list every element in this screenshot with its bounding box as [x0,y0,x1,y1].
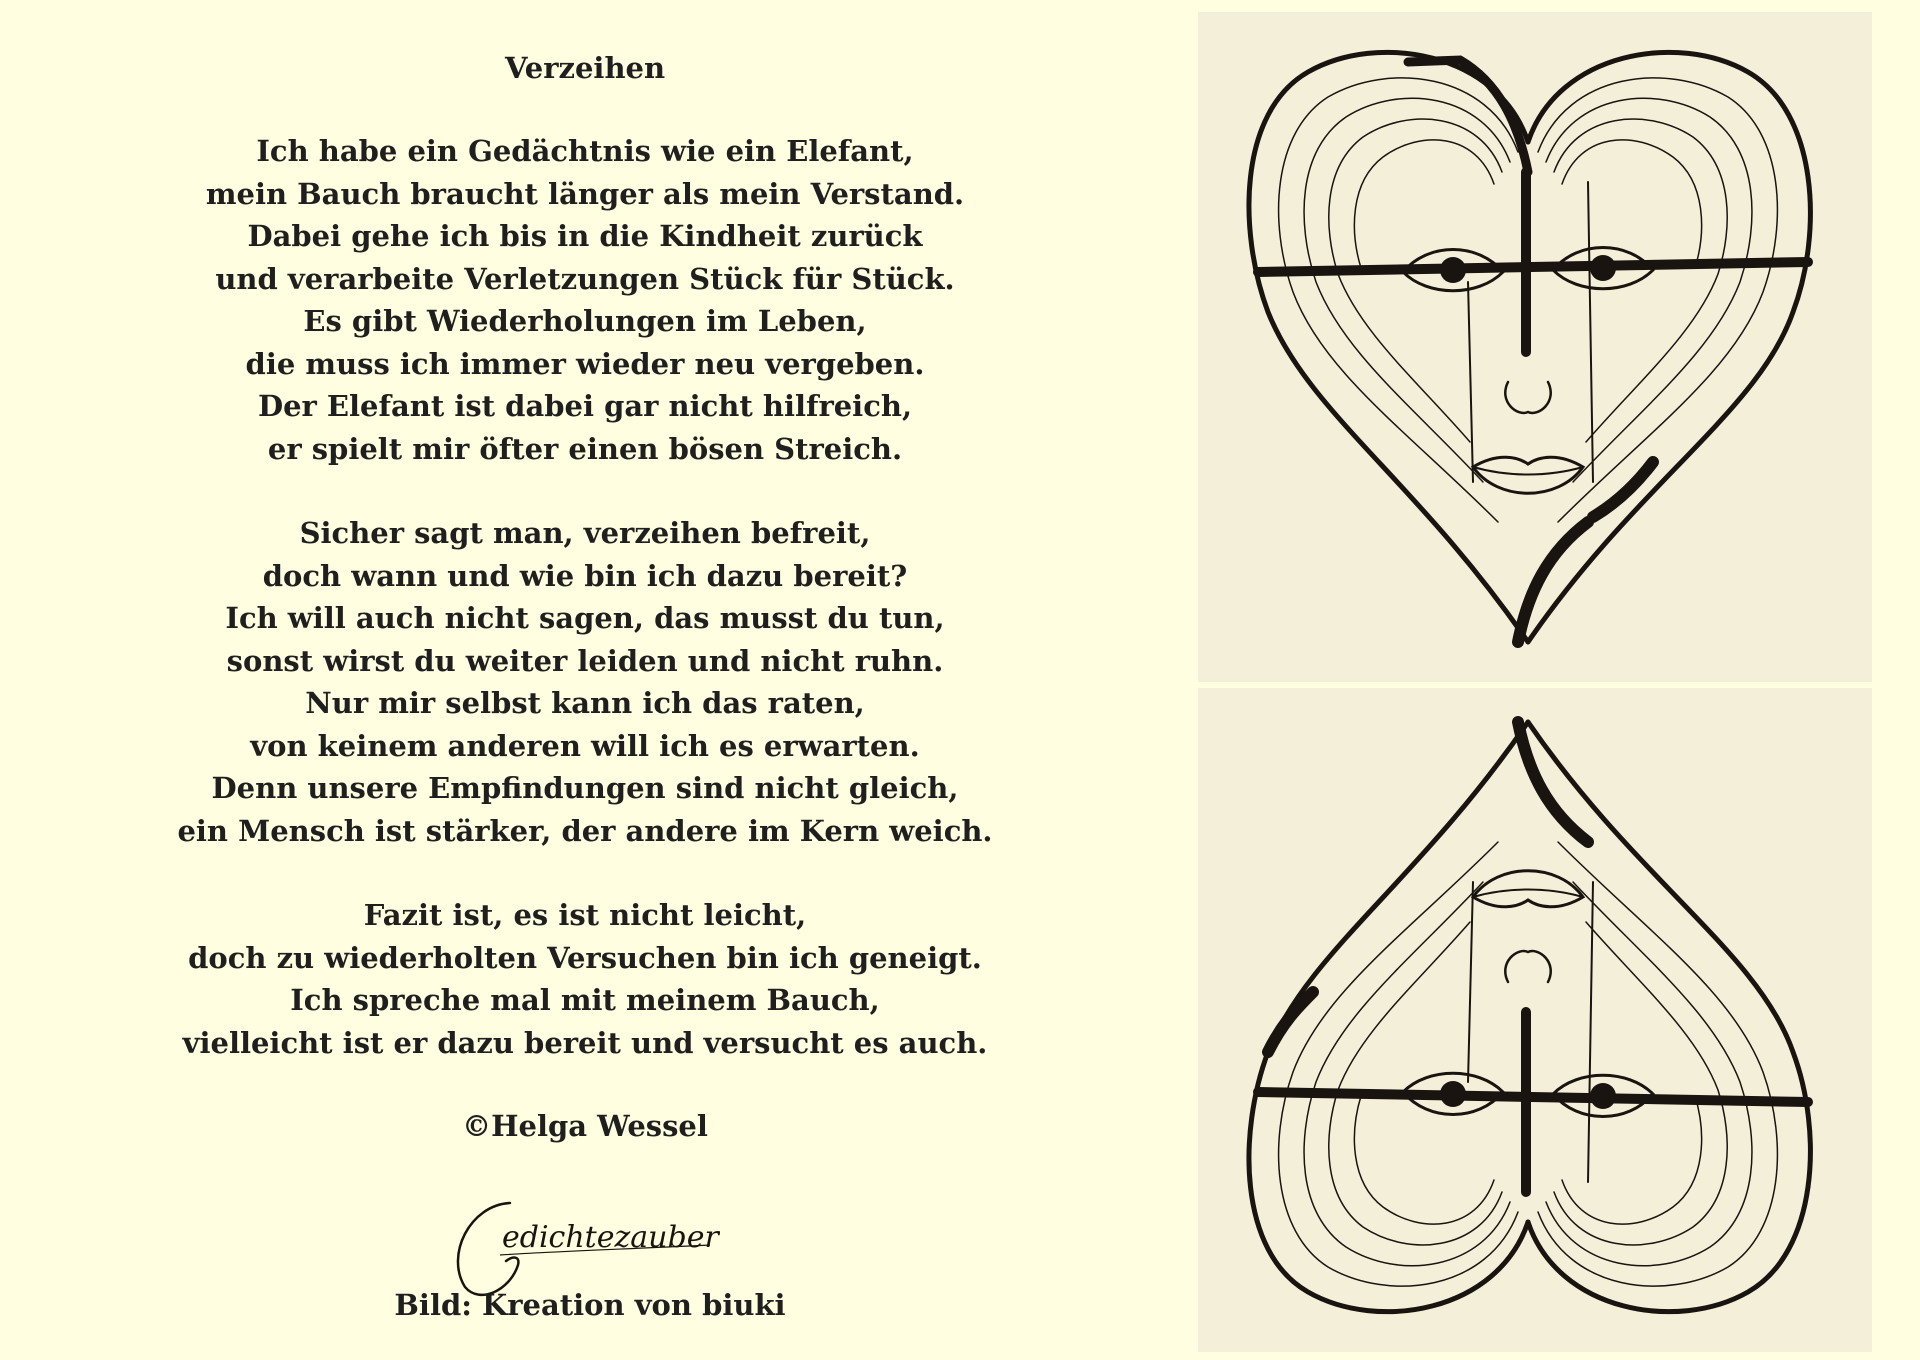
poem-line: Nur mir selbst kann ich das raten, [305,686,865,720]
poem-line: Ich spreche mal mit meinem Bauch, [290,983,880,1017]
poem-title: Verzeihen [504,51,666,85]
heart-face-drawing-mirrored [1198,688,1872,1352]
artwork-panel-top [1198,12,1872,682]
poem-author: ©Helga Wessel [462,1109,708,1143]
poem-line: von keinem anderen will ich es erwarten. [250,728,920,763]
artwork [1198,12,1872,1352]
poem-line: und verarbeite Verletzungen Stück für Stück. [215,261,955,296]
stanza-1 [150,130,1020,470]
poem-line: Ich habe ein Gedächtnis wie ein Elefant, [256,134,914,168]
image-credit: Bild: Kreation von biuki [394,1288,786,1322]
poem-line: ein Mensch ist stärker, der andere im Kern weich. [177,813,993,848]
poem-line: doch zu wiederholten Versuchen bin ich geneigt. [188,940,982,975]
poem-line: Ich will auch nicht sagen, das musst du tun, [225,601,945,635]
poem-line: Es gibt Wiederholungen im Leben, [303,304,867,338]
svg-text:edichtezauber: edichtezauber [502,1220,719,1255]
stanza-2 [150,512,1020,852]
heart-face-drawing [1198,12,1872,682]
poem-line: er spielt mir öfter einen bösen Streich. [267,431,903,466]
poem-line: vielleicht ist er dazu bereit und versucht es auch. [182,1025,988,1060]
poem-line: mein Bauch braucht länger als mein Verstand. [205,176,965,211]
poem [150,48,1020,1146]
poem-line: Der Elefant ist dabei gar nicht hilfreich, [257,389,913,423]
poem-line: Dabei gehe ich bis in die Kindheit zurück [247,219,923,253]
poem-line: doch wann und wie bin ich dazu bereit? [262,558,908,593]
artwork-panel-bottom [1198,688,1872,1352]
poem-line: Fazit ist, es ist nicht leicht, [363,898,807,932]
poem-line: die muss ich immer wieder neu vergeben. [245,346,925,381]
stanza-3 [150,894,1020,1064]
poem-line: Denn unsere Empfindungen sind nicht gleich, [211,771,959,805]
poem-line: sonst wirst du weiter leiden und nicht ruhn. [226,643,944,678]
poem-line: Sicher sagt man, verzeihen befreit, [299,516,871,550]
signature-block [380,1195,800,1325]
